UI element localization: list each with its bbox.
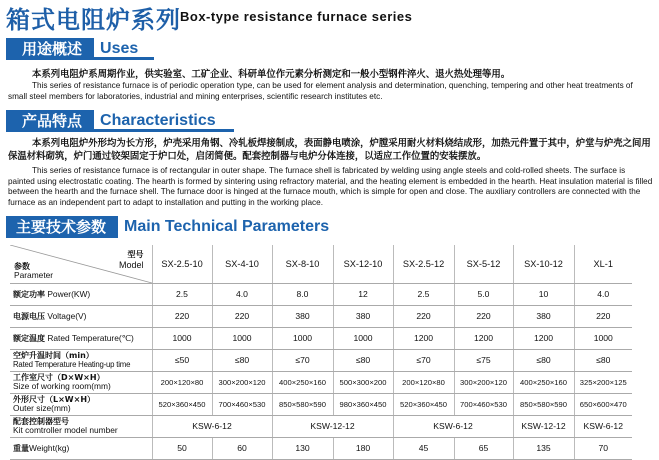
parameter-label-en: Parameter [14, 269, 54, 280]
characteristics-text-cn: 本系列电阻炉外形均为长方形，炉壳采用角钢、冷轧板焊接制成，表面静电喷涂，炉膛采用耐火材料烧结成形，加热元件置于其中，炉堂与炉壳之间用保温材料砌筑，炉门通过铰架固定于炉口处，启闭简便。配套控制器与电炉分体连接，以适应工作位置的安装摆放。 [8, 138, 651, 162]
table-cell: 400×250×160 [272, 371, 333, 393]
table-cell: 325×200×125 [574, 371, 632, 393]
table-row [10, 437, 632, 459]
table-cell: ≤80 [513, 349, 574, 371]
table-cell: KSW-6-12 [574, 415, 632, 437]
table-cell: 300×200×120 [212, 371, 272, 393]
table-cell: 4.0 [574, 283, 632, 305]
row-label-en: Rated Temperature Heating-up time [13, 360, 131, 369]
row-label-cn: 配套控制器型号 [13, 417, 69, 426]
table-cell: KSW-6-12 [152, 415, 272, 437]
table-cell: 200×120×80 [393, 371, 454, 393]
table-cell: 220 [152, 305, 212, 327]
row-label-cn: 重量 [13, 443, 29, 453]
page-title-cn: 箱式电阻炉系列 [6, 6, 181, 34]
characteristics-text [8, 137, 653, 208]
table-cell: 10 [513, 283, 574, 305]
row-label-en: Kit comtroller model number [13, 425, 118, 435]
table-cell: 220 [574, 305, 632, 327]
table-cell: 300×200×120 [454, 371, 513, 393]
table-header-row [10, 245, 632, 283]
table-cell: 700×460×530 [454, 393, 513, 415]
table-cell: KSW-12-12 [272, 415, 393, 437]
row-label [10, 283, 152, 305]
table-cell: 1200 [513, 327, 574, 349]
row-label-cn: 工作室尺寸（D×W×H） [13, 373, 105, 382]
table-cell: 220 [393, 305, 454, 327]
page-title-en: Box-type resistance furnace series [180, 9, 413, 24]
characteristics-title-cn: 产品特点 [6, 110, 94, 132]
table-cell: 380 [333, 305, 393, 327]
table-cell: ≤80 [333, 349, 393, 371]
uses-title-en: Uses [94, 38, 154, 60]
table-row [10, 327, 632, 349]
table-cell: 2.5 [152, 283, 212, 305]
row-label-en: Size of working room(mm) [13, 381, 111, 391]
table-cell: 220 [454, 305, 513, 327]
table-cell: 200×120×80 [152, 371, 212, 393]
row-label-en: Voltage(V) [47, 310, 87, 321]
table-cell: ≤50 [152, 349, 212, 371]
table-cell: 1000 [333, 327, 393, 349]
table-cell: 1000 [272, 327, 333, 349]
table-cell: ≤70 [393, 349, 454, 371]
characteristics-title-en: Characteristics [94, 110, 234, 132]
table-row [10, 349, 632, 371]
row-label-en: Outer size(mm) [13, 403, 71, 413]
model-header: SX-2.5-12 [393, 245, 454, 283]
row-label-en: Rated Temperature(℃) [47, 332, 134, 343]
row-label-cn: 额定功率 [13, 289, 45, 299]
table-cell: 850×580×590 [513, 393, 574, 415]
table-row [10, 393, 632, 415]
table-cell: 700×460×530 [212, 393, 272, 415]
table-cell: 1000 [574, 327, 632, 349]
table-cell: 1000 [212, 327, 272, 349]
table-cell: KSW-12-12 [513, 415, 574, 437]
table-cell: 4.0 [212, 283, 272, 305]
row-label [10, 327, 152, 349]
parameter-label-cn: 参数 [14, 261, 30, 271]
uses-text-en: This series of resistance furnace is of periodic operation type, can be used for element analysis and determination, quenching, tempering and other heat treatments of small steel members for laboratories, industrial and mining enterprises, scientific research institutes etc. [8, 81, 633, 101]
table-cell: 380 [513, 305, 574, 327]
model-header: SX-8-10 [272, 245, 333, 283]
parameters-table [10, 245, 632, 460]
row-label-cn: 空炉升温时间（min） [13, 351, 94, 360]
table-cell: KSW-6-12 [393, 415, 513, 437]
params-title-en: Main Technical Parameters [124, 218, 330, 235]
row-label [10, 349, 152, 371]
table-row [10, 283, 632, 305]
model-header: SX-10-12 [513, 245, 574, 283]
table-cell: 60 [212, 437, 272, 459]
row-label-cn: 电源电压 [13, 311, 45, 321]
uses-text-cn: 本系列电阻炉系周期作业，供实验室、工矿企业、科研单位作元素分析测定和一般小型钢件淬火、退火热处理等用。 [32, 69, 511, 80]
params-section-header [6, 216, 335, 238]
table-cell: 65 [454, 437, 513, 459]
table-cell: 135 [513, 437, 574, 459]
table-row [10, 371, 632, 393]
table-cell: 50 [152, 437, 212, 459]
model-header: SX-2.5-10 [152, 245, 212, 283]
uses-title-cn: 用途概述 [6, 38, 94, 60]
table-cell: 980×360×450 [333, 393, 393, 415]
table-cell: ≤70 [272, 349, 333, 371]
params-title-cn: 主要技术参数 [6, 216, 118, 238]
model-header: XL-1 [574, 245, 632, 283]
model-header: SX-12-10 [333, 245, 393, 283]
table-cell: 400×250×160 [513, 371, 574, 393]
table-cell: ≤80 [574, 349, 632, 371]
table-cell: 5.0 [454, 283, 513, 305]
table-cell: ≤75 [454, 349, 513, 371]
table-cell: 520×360×450 [152, 393, 212, 415]
row-label-cn: 额定温度 [13, 333, 45, 343]
row-label-en: Power(KW) [47, 288, 91, 299]
row-label [10, 437, 152, 459]
model-label-en: Model [118, 260, 144, 270]
model-header: SX-4-10 [212, 245, 272, 283]
table-row [10, 415, 632, 437]
table-row [10, 305, 632, 327]
table-cell: 520×360×450 [393, 393, 454, 415]
table-cell: 650×600×470 [574, 393, 632, 415]
table-cell: 8.0 [272, 283, 333, 305]
table-cell: 70 [574, 437, 632, 459]
table-cell: 1200 [454, 327, 513, 349]
model-header: SX-5-12 [454, 245, 513, 283]
table-cell: 1000 [152, 327, 212, 349]
row-label [10, 305, 152, 327]
row-label [10, 393, 152, 415]
table-cell: 130 [272, 437, 333, 459]
table-cell: 850×580×590 [272, 393, 333, 415]
table-cell: ≤80 [212, 349, 272, 371]
characteristics-text-en: This series of resistance furnace is of rectangular in outer shape. The furnace shell is fabricated by welding using angle steels and cold-rolled sheets. The surface is painted using electrostatic coating. The hearth is formed by sintering using refractory material, and the heating element is embedded in the hearth. Heat insulation material is filled between the hearth and the furnace shell. The furnace door is hinged at the furnace mouth, which is simple for open and close. The auxiliary controllers are connected with the furnace as an independent part to adapt to installation and putting in the working place. [8, 166, 653, 207]
corner-cell [10, 245, 152, 283]
table-cell: 500×300×200 [333, 371, 393, 393]
table-cell: 220 [212, 305, 272, 327]
table-cell: 45 [393, 437, 454, 459]
table-cell: 180 [333, 437, 393, 459]
model-label-cn: 型号 [127, 250, 144, 259]
uses-text [8, 68, 653, 102]
row-label-en: Weight(kg) [29, 442, 70, 453]
row-label [10, 371, 152, 393]
table-cell: 2.5 [393, 283, 454, 305]
table-cell: 380 [272, 305, 333, 327]
characteristics-section-header [6, 110, 234, 132]
uses-section-header [6, 38, 154, 60]
table-cell: 12 [333, 283, 393, 305]
table-cell: 1200 [393, 327, 454, 349]
row-label-cn: 外形尺寸（L×W×H） [13, 395, 96, 404]
row-label [10, 415, 152, 437]
